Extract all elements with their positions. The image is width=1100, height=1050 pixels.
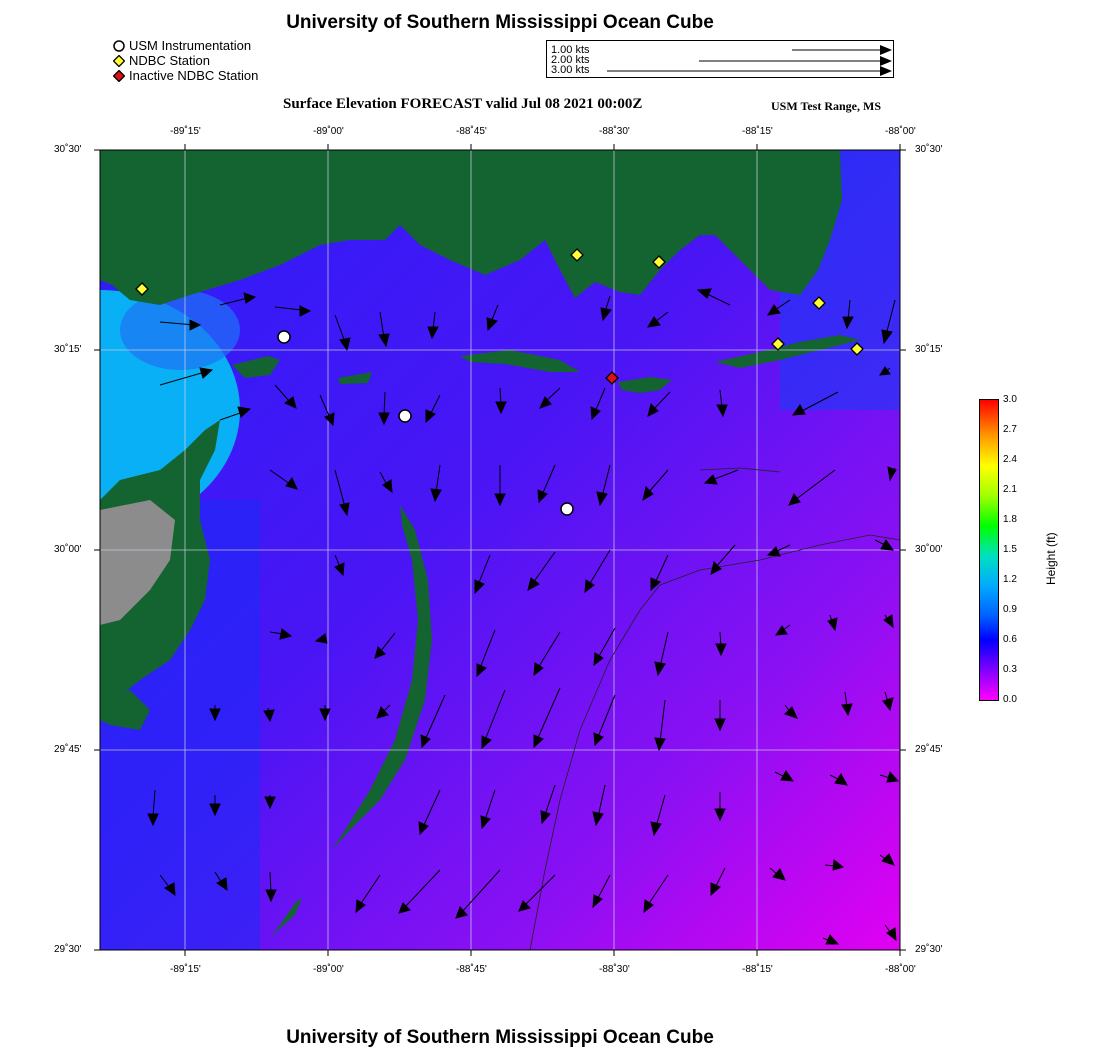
colorbar-tick: 3.0: [1003, 394, 1017, 405]
colorbar-tick: 2.1: [1003, 484, 1017, 495]
speed-key-label-3: 3.00 kts: [551, 64, 590, 76]
usm-instrument-marker[interactable]: [278, 331, 290, 343]
lon-tick-bottom-6: -88˚00': [885, 964, 916, 975]
colorbar-tick: 1.8: [1003, 514, 1017, 525]
lon-tick-bottom-3: -88˚45': [456, 964, 487, 975]
colorbar-tick: 0.3: [1003, 664, 1017, 675]
colorbar-tick: 0.9: [1003, 604, 1017, 615]
lon-tick-bottom-1: -89˚15': [170, 964, 201, 975]
colorbar-label: Height (ft): [1044, 532, 1058, 585]
lon-tick-top-5: -88˚15': [742, 126, 773, 137]
colorbar-tick: 2.7: [1003, 424, 1017, 435]
footer-title: University of Southern Mississippi Ocean Cube: [286, 1027, 714, 1048]
lat-tick-right-1: 30˚30': [915, 144, 943, 155]
lat-tick-left-2: 30˚15': [54, 344, 82, 355]
colorbar-tick: 0.6: [1003, 634, 1017, 645]
lat-tick-right-2: 30˚15': [915, 344, 943, 355]
speed-key-label-1: 1.00 kts: [551, 44, 590, 56]
lon-tick-top-3: -88˚45': [456, 126, 487, 137]
lon-tick-bottom-5: -88˚15': [742, 964, 773, 975]
lon-tick-top-1: -89˚15': [170, 126, 201, 137]
colorbar-tick: 0.0: [1003, 694, 1017, 705]
speed-key-label-2: 2.00 kts: [551, 54, 590, 66]
lat-tick-left-5: 29˚30': [54, 944, 82, 955]
lat-tick-left-3: 30˚00': [54, 544, 82, 555]
legend-label-inactive: Inactive NDBC Station: [129, 68, 259, 83]
lon-tick-top-6: -88˚00': [885, 126, 916, 137]
forecast-subtitle: Surface Elevation FORECAST valid Jul 08 2021 00:00Z: [283, 96, 643, 112]
usm-instrument-marker[interactable]: [561, 503, 573, 515]
lat-tick-left-1: 30˚30': [54, 144, 82, 155]
lat-tick-left-4: 29˚45': [54, 744, 82, 755]
lon-tick-bottom-4: -88˚30': [599, 964, 630, 975]
lat-tick-right-5: 29˚30': [915, 944, 943, 955]
colorbar-tick: 1.5: [1003, 544, 1017, 555]
colorbar-tick: 1.2: [1003, 574, 1017, 585]
legend-label-ndbc: NDBC Station: [129, 53, 210, 68]
page-title: University of Southern Mississippi Ocean Cube: [286, 12, 714, 33]
lat-tick-right-3: 30˚00': [915, 544, 943, 555]
lon-tick-top-4: -88˚30': [599, 126, 630, 137]
lon-tick-top-2: -89˚00': [313, 126, 344, 137]
lon-tick-bottom-2: -89˚00': [313, 964, 344, 975]
legend-label-usm: USM Instrumentation: [129, 38, 252, 53]
height-colorbar: [979, 399, 999, 701]
range-label: USM Test Range, MS: [771, 99, 882, 113]
lat-tick-right-4: 29˚45': [915, 744, 943, 755]
usm-instrument-marker[interactable]: [399, 410, 411, 422]
colorbar-tick: 2.4: [1003, 454, 1017, 465]
bay-st-louis-water: [120, 290, 240, 370]
